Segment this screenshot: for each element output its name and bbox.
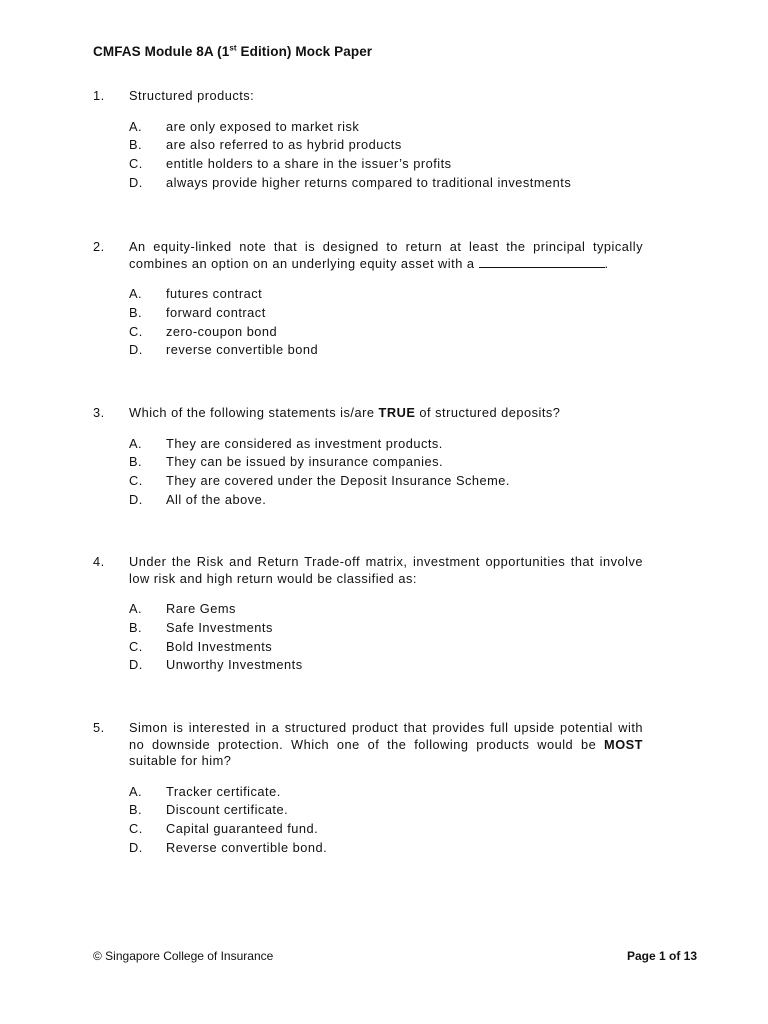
option-c: C. They are covered under the Deposit Insurance Scheme. [129,473,510,489]
question-stem: Under the Risk and Return Trade-off matrix, investment opportunities that involve low risk and high return would be classified as: [129,554,643,586]
option-a: A. Rare Gems [129,601,236,616]
answer-blank [479,256,605,268]
option-d: D. Reverse convertible bond. [129,839,328,855]
question-2 [93,239,643,360]
option-c: C. Capital guaranteed fund. [129,821,319,837]
option-a: A. are only exposed to market risk [129,118,360,134]
option-b: B. They can be issued by insurance companies. [129,454,444,470]
option-list [129,285,643,360]
option-a: A. futures contract [129,286,263,301]
option-list [129,600,643,675]
question-number: 4. [93,554,105,569]
option-list [129,118,643,193]
question-number: 3. [93,405,105,420]
option-a: A. They are considered as investment products. [129,435,443,451]
question-stem: An equity-linked note that is designed to return at least the principal typically combines an option on an underlying equity asset with a . [129,239,643,271]
question-stem: Which of the following statements is/are TRUE of structured deposits? [129,405,561,420]
option-c: C. zero-coupon bond [129,323,278,339]
question-stem: Simon is interested in a structured product that provides full upside potential with no downside protection. Which one of the following products would be MOST suitable for him? [129,720,643,768]
option-b: B. Safe Investments [129,619,273,635]
question-number: 5. [93,720,105,735]
question-number: 2. [93,239,105,254]
option-b: B. are also referred to as hybrid products [129,137,402,153]
question-number: 1. [93,88,105,103]
option-d: D. always provide higher returns compared to traditional investments [129,174,572,190]
question-4 [93,554,643,675]
page-title: CMFAS Module 8A (1st Edition) Mock Paper [93,43,373,59]
question-stem: Structured products: [129,88,255,103]
option-b: B. forward contract [129,304,266,320]
option-list [129,783,643,858]
option-c: C. Bold Investments [129,638,273,654]
page-number: Page 1 of 13 [626,949,697,963]
option-c: C. entitle holders to a share in the issuer’s profits [129,156,452,172]
option-a: A. Tracker certificate. [129,783,281,799]
option-d: D. All of the above. [129,491,267,507]
option-d: D. reverse convertible bond [129,342,319,358]
question-5 [93,720,643,858]
option-d: D. Unworthy Investments [129,657,303,673]
question-1 [93,88,643,193]
option-b: B. Discount certificate. [129,802,289,818]
option-list [129,435,643,510]
question-3 [93,405,643,510]
footer-copyright: © Singapore College of Insurance [93,949,274,963]
